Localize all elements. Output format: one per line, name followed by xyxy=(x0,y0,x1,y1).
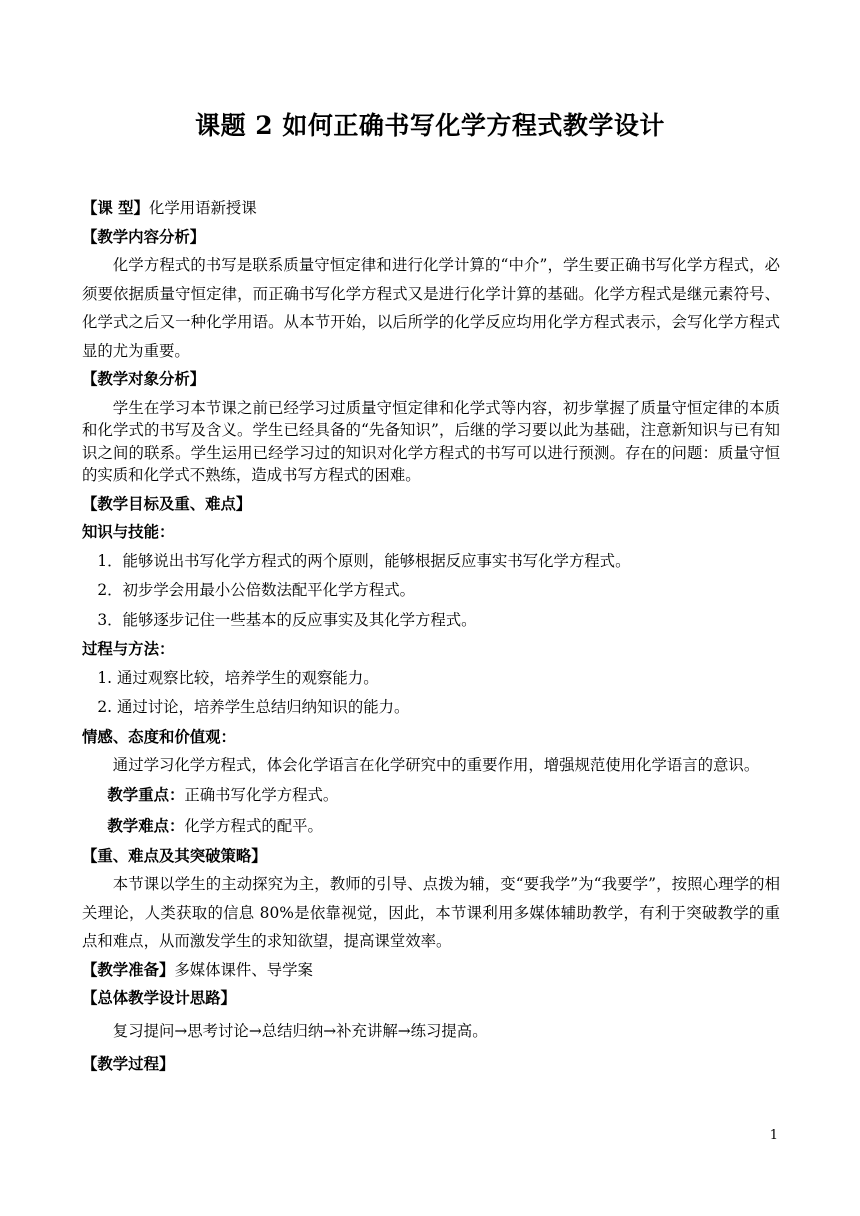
process-methods-label: 过程与方法： xyxy=(82,640,175,658)
process-item-2: 2. 通过讨论，培养学生总结归纳知识的能力。 xyxy=(97,698,410,716)
knowledge-item-3: 3．能够逐步记住一些基本的反应事实及其化学方程式。 xyxy=(97,610,477,629)
preparation-value: 多媒体课件、导学案 xyxy=(174,960,313,979)
strategy-heading: 【重、难点及其突破策略】 xyxy=(82,846,267,865)
difficulty-line xyxy=(82,811,780,842)
design-idea-text: 复习提问→思考讨论→总结归纳→补充讲解→练习提高。 xyxy=(112,1021,488,1040)
course-type-label: 【课 型】 xyxy=(82,199,149,217)
key-point-line xyxy=(82,780,780,811)
content-analysis-heading: 【教学内容分析】 xyxy=(82,227,206,246)
design-idea-heading: 【总体教学设计思路】 xyxy=(82,989,236,1007)
document-title: 课题 2 如何正确书写化学方程式教学设计 xyxy=(195,111,665,140)
knowledge-item-2: 2．初步学会用最小公倍数法配平化学方程式。 xyxy=(97,581,415,599)
key-point-value: 正确书写化学方程式。 xyxy=(184,785,339,804)
content-analysis-text: 化学方程式的书写是联系质量守恒定律和进行化学计算的“中介”，学生要正确书写化学方程式，必须要依据质量守恒定律，而正确书写化学方程式又是进行化学计算的基础。化学方程式是继元素符号、化学式之后又一种化学用语。从本节开始，以后所学的化学反应均用化学方程式表示，会写化学方程式显的尤为重要。 xyxy=(82,256,780,360)
key-point-label: 教学重点： xyxy=(107,785,185,804)
preparation-line xyxy=(82,956,780,985)
teaching-process-heading: 【教学过程】 xyxy=(82,1054,175,1073)
student-analysis-text: 学生在学习本节课之前已经学习过质量守恒定律和化学式等内容，初步掌握了质量守恒定律的本质和化学式的书写及含义。学生已经具备的“先备知识”，后继的学习要以此为基础，注意新知识与已有知识之间的联系。学生运用已经学习过的知识对化学方程式的书写可以进行预测。存在的问题：质量守恒的实质和化学式不熟练，造成书写方程式的困难。 xyxy=(82,398,780,484)
objectives-heading: 【教学目标及重、难点】 xyxy=(82,494,252,513)
difficulty-label: 教学难点： xyxy=(107,816,185,835)
course-type-line xyxy=(82,194,780,223)
knowledge-skills-label: 知识与技能： xyxy=(82,523,175,541)
document-body xyxy=(82,194,780,1078)
emotion-values-label: 情感、态度和价值观： xyxy=(82,727,236,746)
knowledge-item-1: 1．能够说出书写化学方程式的两个原则，能够根据反应事实书写化学方程式。 xyxy=(97,551,631,570)
course-type-value: 化学用语新授课 xyxy=(148,199,257,217)
student-analysis-heading: 【教学对象分析】 xyxy=(82,370,206,388)
preparation-label: 【教学准备】 xyxy=(82,960,175,979)
difficulty-value: 化学方程式的配平。 xyxy=(184,816,323,835)
strategy-text: 本节课以学生的主动探究为主，教师的引导、点拨为辅，变“要我学”为“我要学”，按照心理学的相关理论，人类获取的信息 80%是依靠视觉，因此，本节课利用多媒体辅助教学，有利于突破教学的重点和难点，从而激发学生的求知欲望，提高课堂效率。 xyxy=(82,875,780,950)
page-number: 1 xyxy=(769,1128,778,1143)
process-item-1: 1. 通过观察比较，培养学生的观察能力。 xyxy=(97,668,379,687)
emotion-values-text: 通过学习化学方程式，体会化学语言在化学研究中的重要作用，增强规范使用化学语言的意识。 xyxy=(112,756,760,774)
